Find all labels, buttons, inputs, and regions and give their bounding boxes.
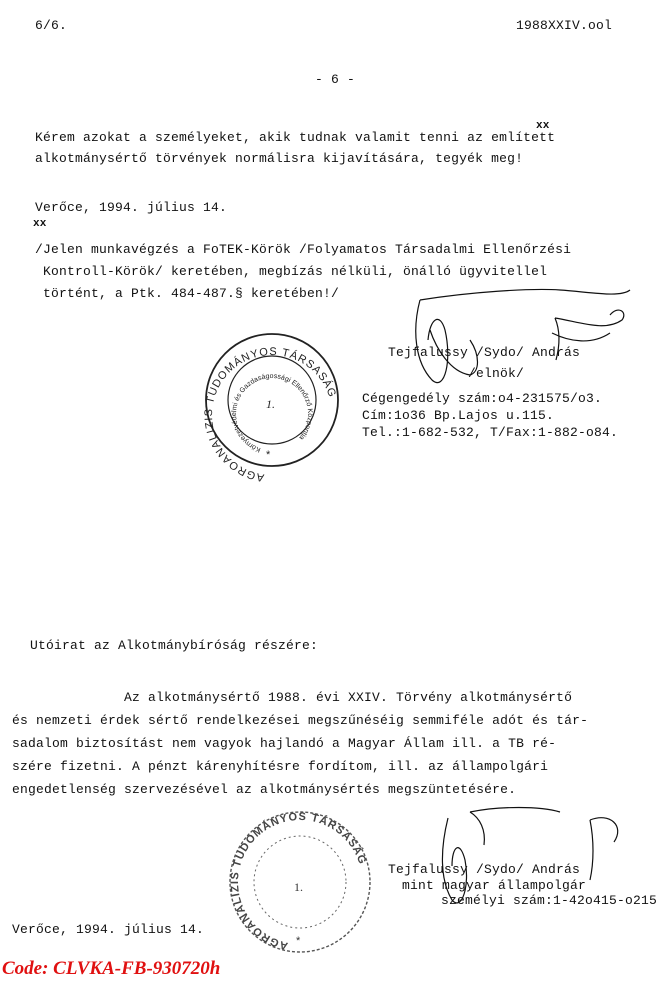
signature-1-address: Cím:1o36 Bp.Lajos u.115. [362,408,555,423]
signature-2-name: Tejfalussy /Sydo/ András [388,862,581,877]
signature-2-role: mint magyar állampolgár [402,878,587,893]
request-line-2: alkotmánysértő törvények normálisra kijavítására, tegyék meg! [35,151,524,166]
page-ref: 6/6. [35,18,68,33]
postscript-line-5: engedetlenség szervezésével az alkotmánysértés megszüntetésére. [12,782,517,797]
postscript-line-2: és nemzeti érdek sértő rendelkezései megszűnéséig semmiféle adót és tár- [12,713,589,728]
svg-text:Környezetvédelmi és Gazdaságos [231,373,313,453]
signature-1-role: /elnök/ [468,366,525,381]
signature-1-name: Tejfalussy /Sydo/ András [388,345,581,360]
page-number: - 6 - [314,72,355,87]
signature-2-id-no: személyi szám:1-42o415-o215 [441,893,658,908]
stamp-1-inner-text: Környezetvédelmi és Gazdaságossági Ellenőrző Központja [231,372,314,453]
signature-1-reg-no: Cégengedély szám:o4-231575/o3. [362,391,603,406]
stamp-2-number: 1. [294,880,303,894]
request-line-1: Kérem azokat a személyeket, akik tudnak valamit tenni az említett [35,130,556,145]
note-line-3: történt, a Ptk. 484-487.§ keretében!/ [35,286,340,301]
svg-text:AGROANALIZIS TUDOMÁNYOS TÁRSAS [229,811,368,952]
postscript-line-4: szére fizetni. A pénzt kárenyhítésre fordítom, ill. az állampolgári [12,759,549,774]
svg-text:AGROANALIZIS TUDOMÁNYOS TÁRSAS [203,346,338,484]
stamp-1-number: 1. [266,397,275,411]
document-code: Code: CLVKA-FB-930720h [2,958,221,979]
note-line-2: Kontroll-Körök/ keretében, megbízás nélküli, önálló ügyvitellel [35,264,548,279]
stamp-2-ring-text: AGROANALIZIS TUDOMÁNYOS TÁRSASÁG [228,810,369,952]
postscript-line-3: sadalom biztosítást nem vagyok hajlandó a Magyar Állam ill. a TB ré- [12,736,557,751]
signature-1-phone: Tel.:1-682-532, T/Fax:1-882-o84. [362,425,619,440]
marker-xx-left: xx [33,218,47,230]
note-line-1: /Jelen munkavégzés a FoTEK-Körök /Folyamatos Társadalmi Ellenőrzési [35,242,572,257]
marker-xx-top: xx [536,120,550,132]
place-date-bottom: Verőce, 1994. július 14. [12,922,205,937]
postscript-title: Utóirat az Alkotmánybíróság részére: [30,638,319,653]
stamp-1-ring-text: AGROANALIZIS TUDOMÁNYOS TÁRSASÁG [202,345,339,484]
place-date-top: Verőce, 1994. július 14. [35,200,228,215]
svg-text:*: * [296,935,301,947]
svg-text:*: * [266,449,271,461]
document-id: 1988XXIV.ool [516,18,613,33]
postscript-line-1: Az alkotmánysértő 1988. évi XXIV. Törvény alkotmánysértő [12,690,573,705]
